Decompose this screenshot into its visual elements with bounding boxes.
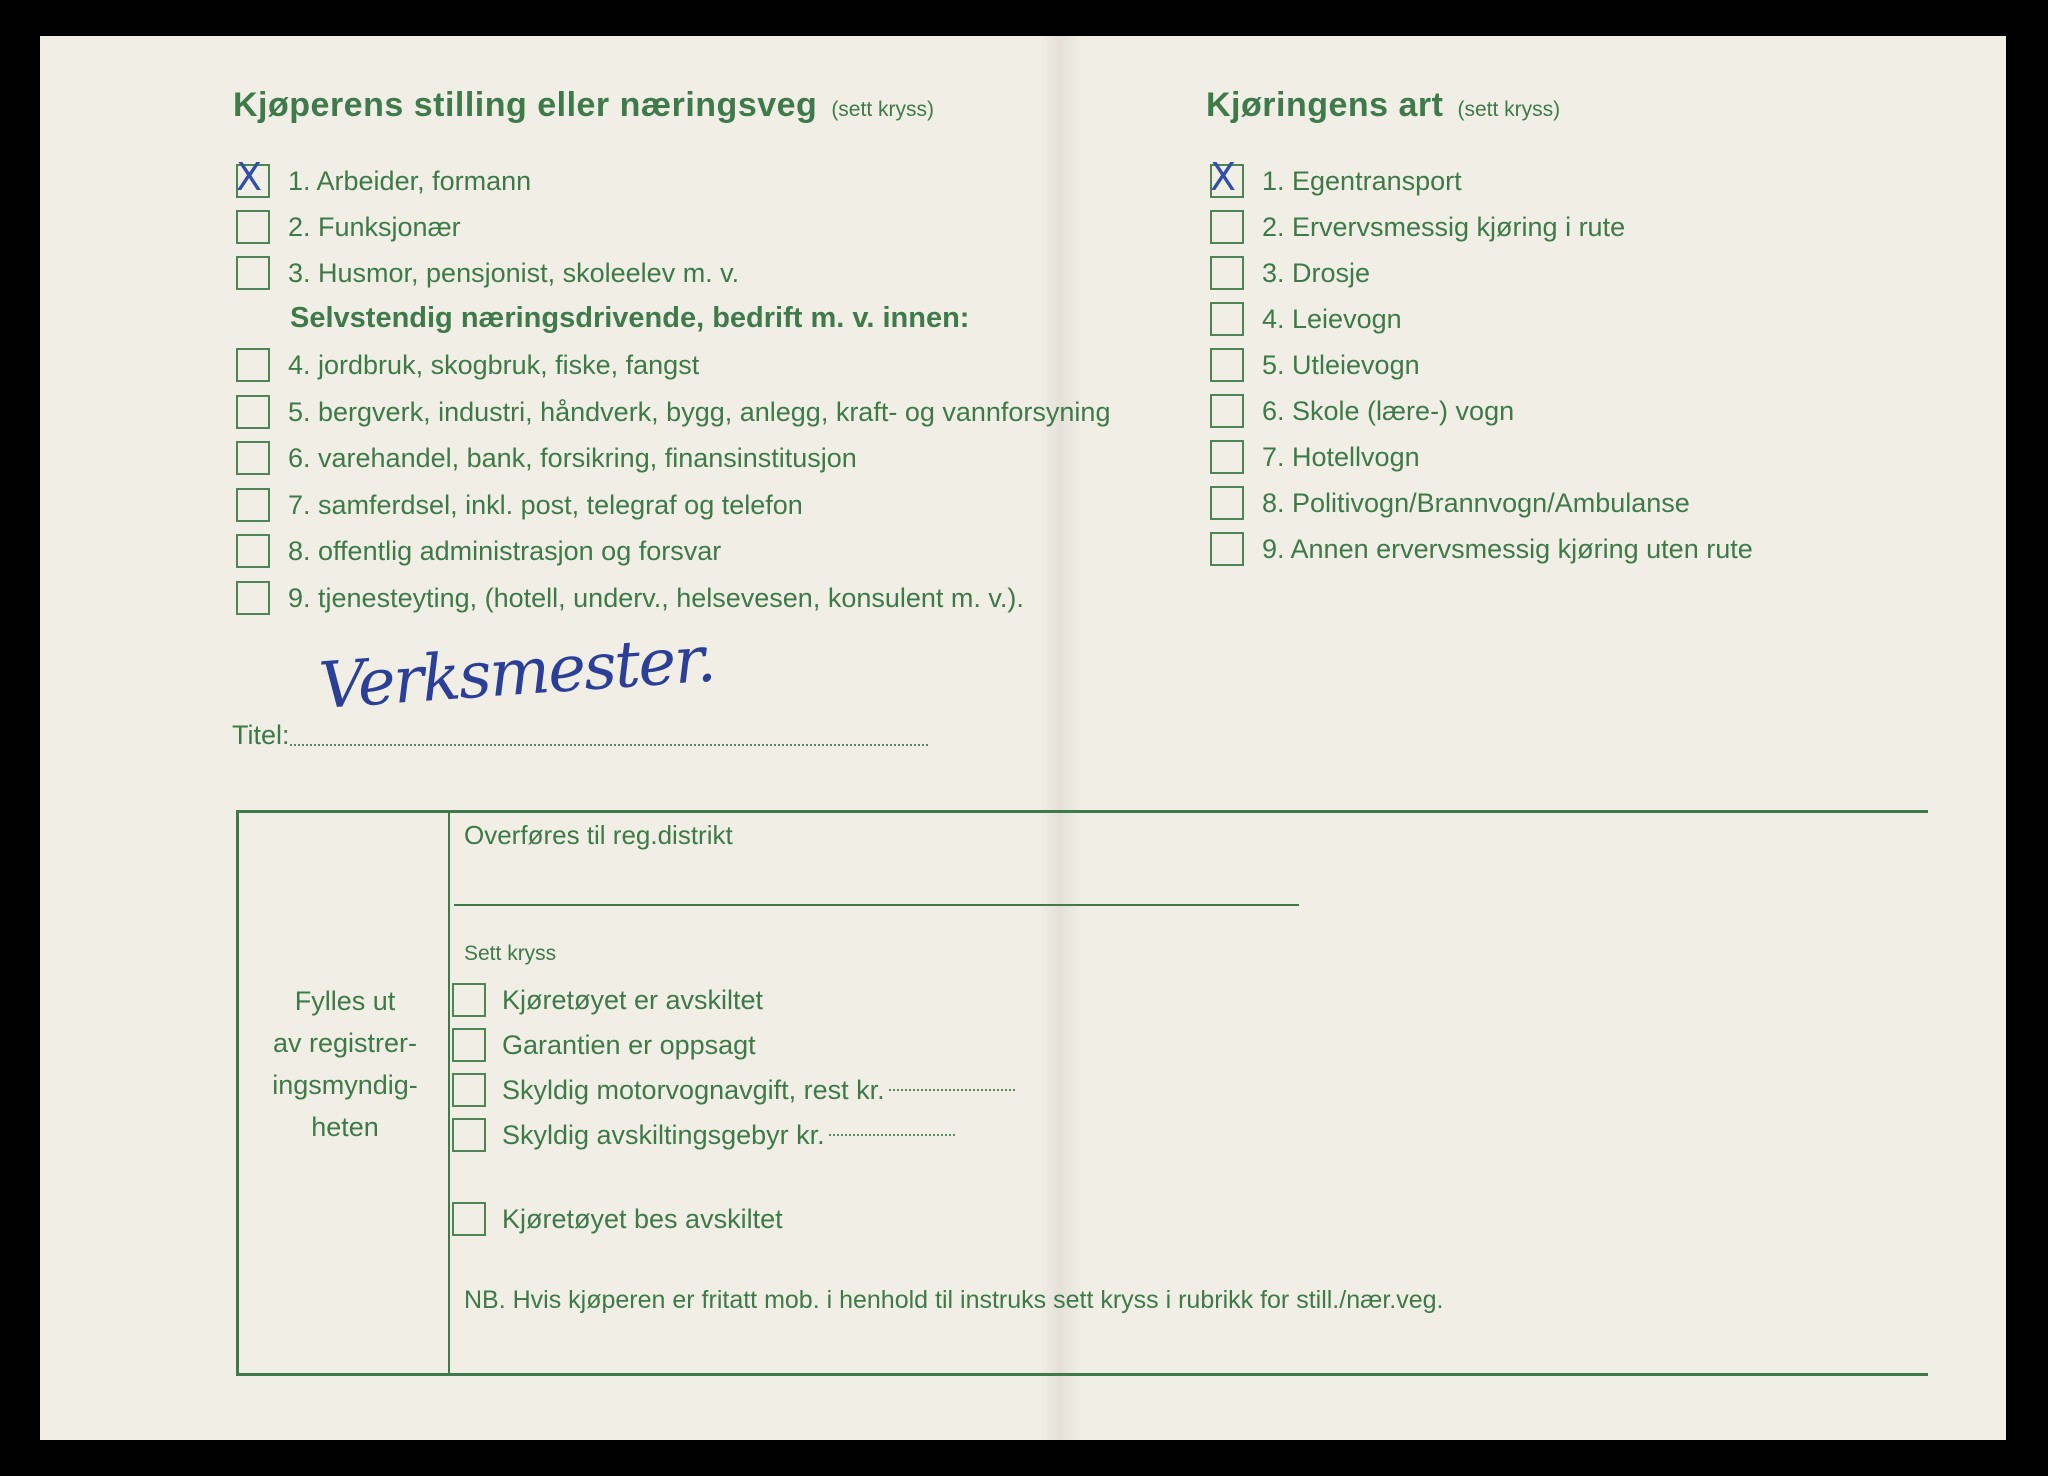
option-label: 2. Ervervsmessig kjøring i rute — [1262, 211, 1626, 242]
left-section-heading — [233, 86, 934, 125]
option-label: Kjøretøyet er avskiltet — [502, 984, 764, 1015]
left-heading-note: (sett kryss) — [831, 98, 934, 121]
authority-instruction — [250, 980, 440, 1148]
option-label: Skyldig avskiltingsgebyr kr. — [502, 1119, 825, 1150]
option-row-drosje[interactable] — [1210, 256, 1370, 290]
option-label: 5. Utleievogn — [1262, 349, 1420, 380]
panel-left-border — [236, 810, 239, 1376]
option-label: 4. Leievogn — [1262, 303, 1402, 334]
authority-line: ingsmyndig- — [272, 1070, 418, 1100]
checkbox[interactable] — [236, 395, 270, 429]
panel-row-avskiltet[interactable] — [452, 983, 763, 1017]
option-row-husmor[interactable] — [236, 256, 739, 290]
option-row-arbeider[interactable] — [236, 155, 532, 199]
business-subheading: Selvstendig næringsdrivende, bedrift m. v. innen: — [290, 302, 970, 334]
panel-bottom-border — [236, 1373, 1928, 1376]
checkbox[interactable] — [236, 581, 270, 615]
checkbox[interactable] — [452, 983, 486, 1017]
panel-row-bes-avskiltet[interactable] — [452, 1202, 783, 1236]
checkbox[interactable] — [452, 1202, 486, 1236]
panel-row-motorvognavgift[interactable] — [452, 1073, 1015, 1107]
option-row-varehandel[interactable] — [236, 441, 857, 475]
transfer-district-label: Overføres til reg.distrikt — [464, 820, 733, 850]
option-label: 6. varehandel, bank, forsikring, finansinstitusjon — [288, 442, 857, 473]
panel-divider — [448, 810, 450, 1376]
option-row-jordbruk[interactable] — [236, 348, 699, 382]
right-section-heading — [1206, 86, 1560, 125]
option-label: 9. Annen ervervsmessig kjøring uten rute — [1262, 533, 1753, 564]
checkbox[interactable] — [236, 441, 270, 475]
checkbox[interactable] — [236, 534, 270, 568]
panel-top-border — [236, 810, 1928, 813]
authority-line: Fylles ut — [294, 986, 396, 1016]
option-label: 8. offentlig administrasjon og forsvar — [288, 535, 722, 566]
checkbox[interactable] — [1210, 348, 1244, 382]
left-heading-text: Kjøperens stilling eller næringsveg — [233, 86, 818, 124]
option-row-politivogn[interactable] — [1210, 486, 1690, 520]
option-row-funksjonaer[interactable] — [236, 210, 461, 244]
option-row-tjenesteyting[interactable] — [236, 581, 1024, 615]
checkbox[interactable] — [452, 1028, 486, 1062]
option-label: 9. tjenesteyting, (hotell, underv., helsevesen, konsulent m. v.). — [288, 582, 1024, 613]
handwritten-title: Verksmester. — [316, 622, 717, 724]
checkbox[interactable] — [236, 488, 270, 522]
option-row-hotellvogn[interactable] — [1210, 440, 1420, 474]
check-mark: X — [236, 155, 263, 199]
option-row-samferdsel[interactable] — [236, 488, 803, 522]
option-label: Skyldig motorvognavgift, rest kr. — [502, 1074, 885, 1105]
checkbox[interactable] — [452, 1118, 486, 1152]
option-row-offentlig[interactable] — [236, 534, 721, 568]
option-label: Kjøretøyet bes avskiltet — [502, 1203, 783, 1234]
right-heading-note: (sett kryss) — [1457, 98, 1561, 121]
checkbox[interactable] — [236, 155, 270, 199]
option-row-skolevogn[interactable] — [1210, 394, 1514, 428]
check-mark: X — [1210, 155, 1237, 199]
checkbox[interactable] — [1210, 155, 1244, 199]
checkbox[interactable] — [1210, 256, 1244, 290]
titel-dotted-line[interactable] — [290, 744, 928, 746]
amount-dotted-line[interactable] — [829, 1134, 955, 1136]
option-row-egentransport[interactable] — [1210, 155, 1462, 199]
checkbox[interactable] — [1210, 394, 1244, 428]
checkbox[interactable] — [1210, 440, 1244, 474]
option-label: 2. Funksjonær — [288, 211, 461, 242]
option-label: 1. Arbeider, formann — [288, 165, 532, 196]
sett-kryss-label: Sett kryss — [464, 942, 557, 965]
checkbox[interactable] — [1210, 486, 1244, 520]
option-label: 4. jordbruk, skogbruk, fiske, fangst — [288, 349, 700, 380]
option-row-bergverk[interactable] — [236, 395, 1110, 429]
checkbox[interactable] — [1210, 210, 1244, 244]
option-label: Garantien er oppsagt — [502, 1029, 756, 1060]
option-row-leievogn[interactable] — [1210, 302, 1402, 336]
form-sheet — [40, 36, 2006, 1440]
option-label: 3. Drosje — [1262, 257, 1371, 288]
checkbox[interactable] — [452, 1073, 486, 1107]
checkbox[interactable] — [236, 348, 270, 382]
authority-line: heten — [311, 1112, 379, 1142]
titel-label: Titel: — [232, 720, 290, 750]
option-label: 6. Skole (lære-) vogn — [1262, 395, 1515, 426]
panel-row-avskiltingsgebyr[interactable] — [452, 1118, 955, 1152]
authority-line: av registrer- — [272, 1028, 418, 1058]
transfer-district-line[interactable] — [454, 904, 1299, 906]
panel-row-garantien[interactable] — [452, 1028, 756, 1062]
option-label: 7. Hotellvogn — [1262, 441, 1420, 472]
checkbox[interactable] — [1210, 302, 1244, 336]
option-row-ervervsmessig-rute[interactable] — [1210, 210, 1625, 244]
amount-dotted-line[interactable] — [889, 1089, 1015, 1091]
checkbox[interactable] — [1210, 532, 1244, 566]
option-label: 3. Husmor, pensjonist, skoleelev m. v. — [288, 257, 740, 288]
option-label: 7. samferdsel, inkl. post, telegraf og telefon — [288, 489, 803, 520]
option-label: 1. Egentransport — [1262, 165, 1462, 196]
option-label: 5. bergverk, industri, håndverk, bygg, anlegg, kraft- og vannforsyning — [288, 396, 1111, 427]
option-row-utleievogn[interactable] — [1210, 348, 1420, 382]
nb-note: NB. Hvis kjøperen er fritatt mob. i henhold til instruks sett kryss i rubrikk for still./nær.veg. — [464, 1286, 1444, 1314]
option-row-annen-kjoring[interactable] — [1210, 532, 1753, 566]
option-label: 8. Politivogn/Brannvogn/Ambulanse — [1262, 487, 1690, 518]
checkbox[interactable] — [236, 256, 270, 290]
right-heading-text: Kjøringens art — [1206, 86, 1444, 124]
checkbox[interactable] — [236, 210, 270, 244]
